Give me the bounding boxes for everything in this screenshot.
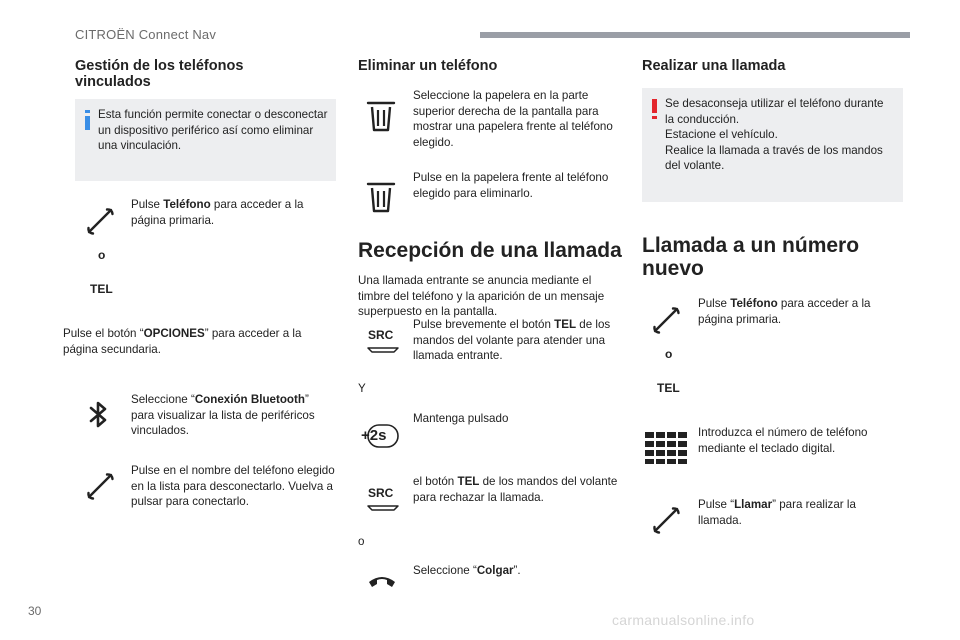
tel-label-2: TEL: [657, 381, 680, 395]
warning-note-text: Se desaconseja utilizar el teléfono durante la conducción. Estacione el vehículo. Realice la llamada a través de los mandos del volante.: [665, 97, 884, 172]
or-label-3: o: [665, 347, 673, 361]
warning-note: [642, 88, 903, 202]
or-label: o: [98, 248, 106, 262]
phone-icon-4: [650, 504, 684, 538]
step-phone-primary-2: Pulse Teléfono para acceder a la página primaria.: [698, 297, 871, 326]
incoming-call-intro: Una llamada entrante se anuncia mediante el timbre del teléfono y la aparición de un mensaje superpuesto en la pantalla.: [358, 274, 605, 318]
warning-icon: [652, 99, 657, 119]
phone-icon: [84, 205, 118, 239]
page-header-title: CITROËN Connect Nav: [75, 27, 217, 42]
step-options: Pulse el botón “OPCIONES” para acceder a la página secundaria.: [63, 327, 302, 356]
and-label: Y: [358, 382, 366, 395]
watermark: carmanualsonline.info: [612, 612, 755, 628]
step-hang-up: Seleccione “Colgar”.: [413, 564, 521, 577]
section-title-new-number: Llamada a un número nuevo: [642, 234, 860, 280]
hold-two-seconds-icon: +2s: [360, 422, 400, 450]
step-keypad: Introduzca el número de teléfono mediante el teclado digital.: [698, 426, 868, 455]
info-note-text: Esta función permite conectar o desconectar un dispositivo periférico así como eliminar una vinculación.: [98, 108, 328, 152]
steering-src-button-icon-2: SRC: [366, 486, 400, 516]
step-hold: Mantenga pulsado: [413, 412, 509, 425]
info-icon: [85, 110, 90, 130]
phone-icon-2: [84, 470, 118, 504]
bluetooth-icon: [81, 398, 115, 432]
or-label-2: o: [358, 535, 365, 548]
section-title-make-call: Realizar una llamada: [642, 58, 786, 74]
section-title-incoming-call: Recepción de una llamada: [358, 239, 622, 262]
phone-icon-3: [650, 304, 684, 338]
header-bar: [480, 32, 910, 38]
step-disconnect: Pulse en el nombre del teléfono elegido en la lista para desconectarlo. Vuelva a pulsar para conectarlo.: [131, 464, 335, 508]
trash-icon-2: [364, 180, 398, 214]
info-note: [75, 99, 336, 181]
step-answer: Pulse brevemente el botón TEL de los mandos del volante para atender una llamada entrante.: [413, 318, 611, 362]
step-delete: Pulse en la papelera frente al teléfono elegido para eliminarlo.: [413, 171, 609, 200]
section-title-delete-phone: Eliminar un teléfono: [358, 58, 498, 74]
page-number: 30: [28, 604, 42, 618]
step-call: Pulse “Llamar” para realizar la llamada.: [698, 498, 856, 527]
steering-src-button-icon: SRC: [366, 328, 400, 358]
step-phone-primary: Pulse Teléfono para acceder a la página primaria.: [131, 198, 304, 227]
hang-up-icon: [365, 570, 399, 592]
step-select-trash: Seleccione la papelera en la parte superior derecha de la pantalla para mostrar una papelera frente al teléfono elegido.: [413, 89, 613, 149]
tel-label: TEL: [90, 282, 113, 296]
section-title-paired-phones: Gestión de los teléfonos vinculados: [75, 58, 244, 90]
trash-icon: [364, 99, 398, 133]
step-reject: el botón TEL de los mandos del volante para rechazar la llamada.: [413, 475, 618, 504]
step-bluetooth: Seleccione “Conexión Bluetooth” para visualizar la lista de periféricos vinculados.: [131, 393, 315, 437]
keypad-icon: [645, 432, 687, 464]
